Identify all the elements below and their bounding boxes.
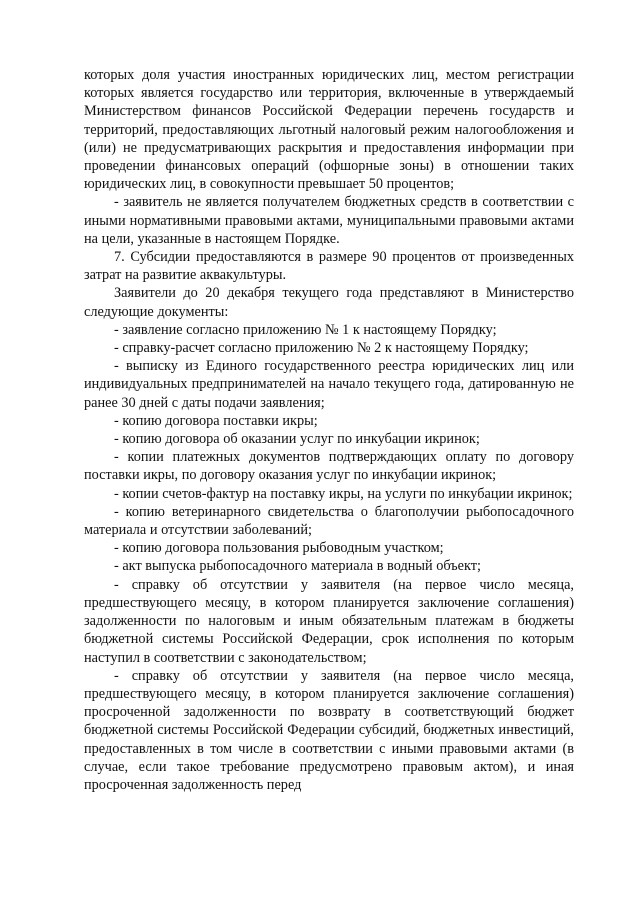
- list-item-release-act: - акт выпуска рыбопосадочного материала в водный объект;: [114, 558, 481, 575]
- list-item-registry-extract: - выписку из Единого государственного реестра юридических лиц или индивидуальных предпринимателей на начало текущего года, датированную не ранее 30 дней с даты подачи заявления;: [84, 358, 574, 411]
- paragraph-applicants-deadline: Заявители до 20 декабря текущего года представляют в Министерство следующие документы:: [84, 285, 574, 320]
- list-item-invoices: - копии счетов-фактур на поставку икры, на услуги по инкубации икринок;: [114, 485, 573, 502]
- list-item-calculation: - справку-расчет согласно приложению № 2 к настоящему Порядку;: [114, 340, 529, 357]
- list-item-application: - заявление согласно приложению № 1 к настоящему Порядку;: [114, 321, 497, 338]
- paragraph-not-budget-recipient: - заявитель не является получателем бюджетных средств в соответствии с иными нормативными правовыми актами, муниципальными правовыми актами на цели, указанные в настоящем Порядке.: [84, 194, 574, 247]
- list-item-payment-documents: - копии платежных документов подтверждающих оплату по договору поставки икры, по договору оказания услуг по инкубации икринок;: [84, 449, 574, 484]
- document-page: [84, 66, 574, 794]
- list-item-supply-contract: - копию договора поставки икры;: [114, 412, 318, 429]
- paragraph-offshore-continuation: которых доля участия иностранных юридических лиц, местом регистрации которых является государство или территория, включенные в утверждаемый Министерством финансов Российской Федерации перечень государств и территорий, предоставляющих льготный налоговый режим налогообложения и (или) не предусматривающих раскрытия и предоставления информации при проведении финансовых операций (офшорные зоны) в отношении таких юридических лиц, в совокупности превышает 50 процентов;: [84, 67, 574, 193]
- list-item-incubation-contract: - копию договора об оказании услуг по инкубации икринок;: [114, 431, 480, 448]
- paragraph-item-7-subsidy-size: 7. Субсидии предоставляются в размере 90 процентов от произведенных затрат на развитие аквакультуры.: [84, 249, 574, 284]
- list-item-veterinary-certificate: - копию ветеринарного свидетельства о благополучии рыбопосадочного материала и отсутствии заболеваний;: [84, 503, 574, 539]
- list-item-tax-debt-certificate: - справку об отсутствии у заявителя (на первое число месяца, предшествующего месяцу, в котором планируется заключение соглашения) задолженности по налоговым и иным обязательным платежам в бюджеты бюджетной системы Российской Федерации, срок исполнения по которым наступил в соответствии с законодательством;: [84, 576, 574, 666]
- list-item-overdue-debt-certificate: - справку об отсутствии у заявителя (на первое число месяца, предшествующего месяцу, в котором планируется заключение соглашения) просроченной задолженности по возврату в соответствующий бюджет бюджетной системы Российской Федерации субсидий, бюджетных инвестиций, предоставленных в том числе в соответствии с иными правовыми актами (в случае, если такое требование предусмотрено правовым актом), и иная просроченная задолженность перед: [84, 667, 574, 793]
- list-item-fishery-contract: - копию договора пользования рыбоводным участком;: [114, 540, 444, 557]
